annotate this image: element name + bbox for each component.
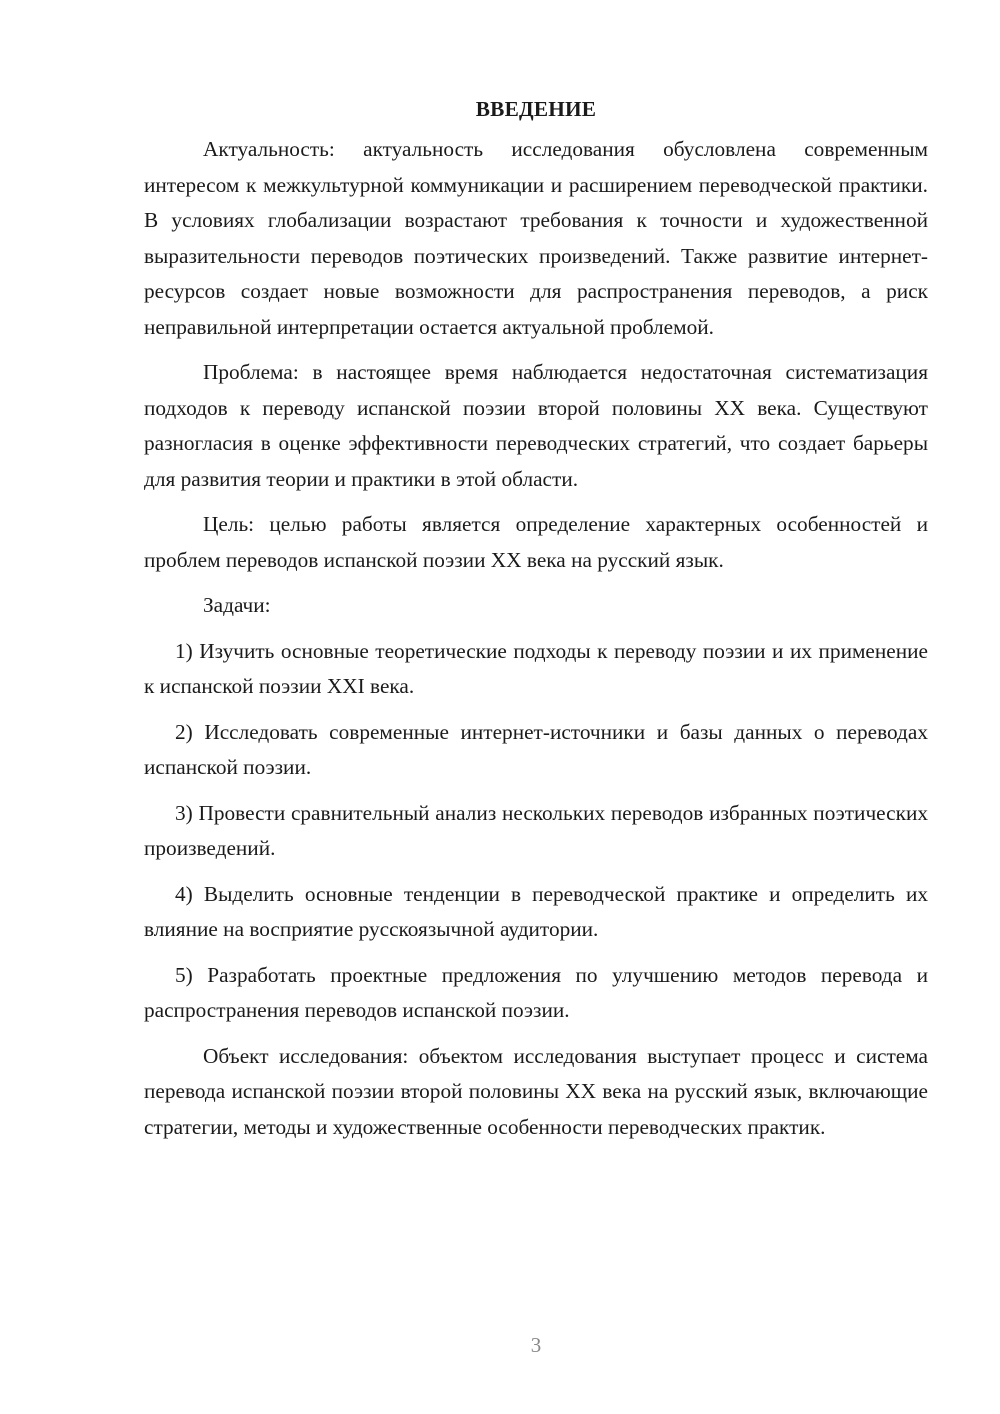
- relevance-paragraph: Актуальность: актуальность исследования обусловлена современным интересом к межкультурной коммуникации и расширением переводческой практики. В условиях глобализации возрастают требования к точности и художественной выразительности переводов поэтических произведений. Также развитие интернет-ресурсов создает новые возможности для распространения переводов, а риск неправильной интерпретации остается актуальной проблемой.: [144, 137, 928, 339]
- task-item: 2) Исследовать современные интернет-источники и базы данных о переводах испанской поэзии.: [144, 719, 928, 779]
- document-page: [144, 92, 928, 1155]
- tasks-heading: Задачи:: [203, 593, 271, 617]
- task-item: 1) Изучить основные теоретические подходы к переводу поэзии и их применение к испанской поэзии XXI века.: [144, 638, 928, 698]
- page-title: ВВЕДЕНИЕ: [475, 97, 597, 121]
- task-item: 4) Выделить основные тенденции в переводческой практике и определить их влияние на восприятие русскоязычной аудитории.: [144, 881, 928, 941]
- goal-paragraph: Цель: целью работы является определение характерных особенностей и проблем переводов испанской поэзии XX века на русский язык.: [144, 512, 928, 572]
- object-paragraph: Объект исследования: объектом исследования выступает процесс и система перевода испанской поэзии второй половины XX века на русский язык, включающие стратегии, методы и художественные особенности переводческих практик.: [144, 1043, 928, 1139]
- task-item: 3) Провести сравнительный анализ нескольких переводов избранных поэтических произведений.: [144, 800, 928, 860]
- problem-paragraph: Проблема: в настоящее время наблюдается недостаточная систематизация подходов к переводу испанской поэзии второй половины XX века. Существуют разногласия в оценке эффективности переводческих стратегий, что создает барьеры для развития теории и практики в этой области.: [144, 360, 928, 491]
- page-number: 3: [530, 1333, 542, 1357]
- task-item: 5) Разработать проектные предложения по улучшению методов перевода и распространения переводов испанской поэзии.: [144, 962, 928, 1022]
